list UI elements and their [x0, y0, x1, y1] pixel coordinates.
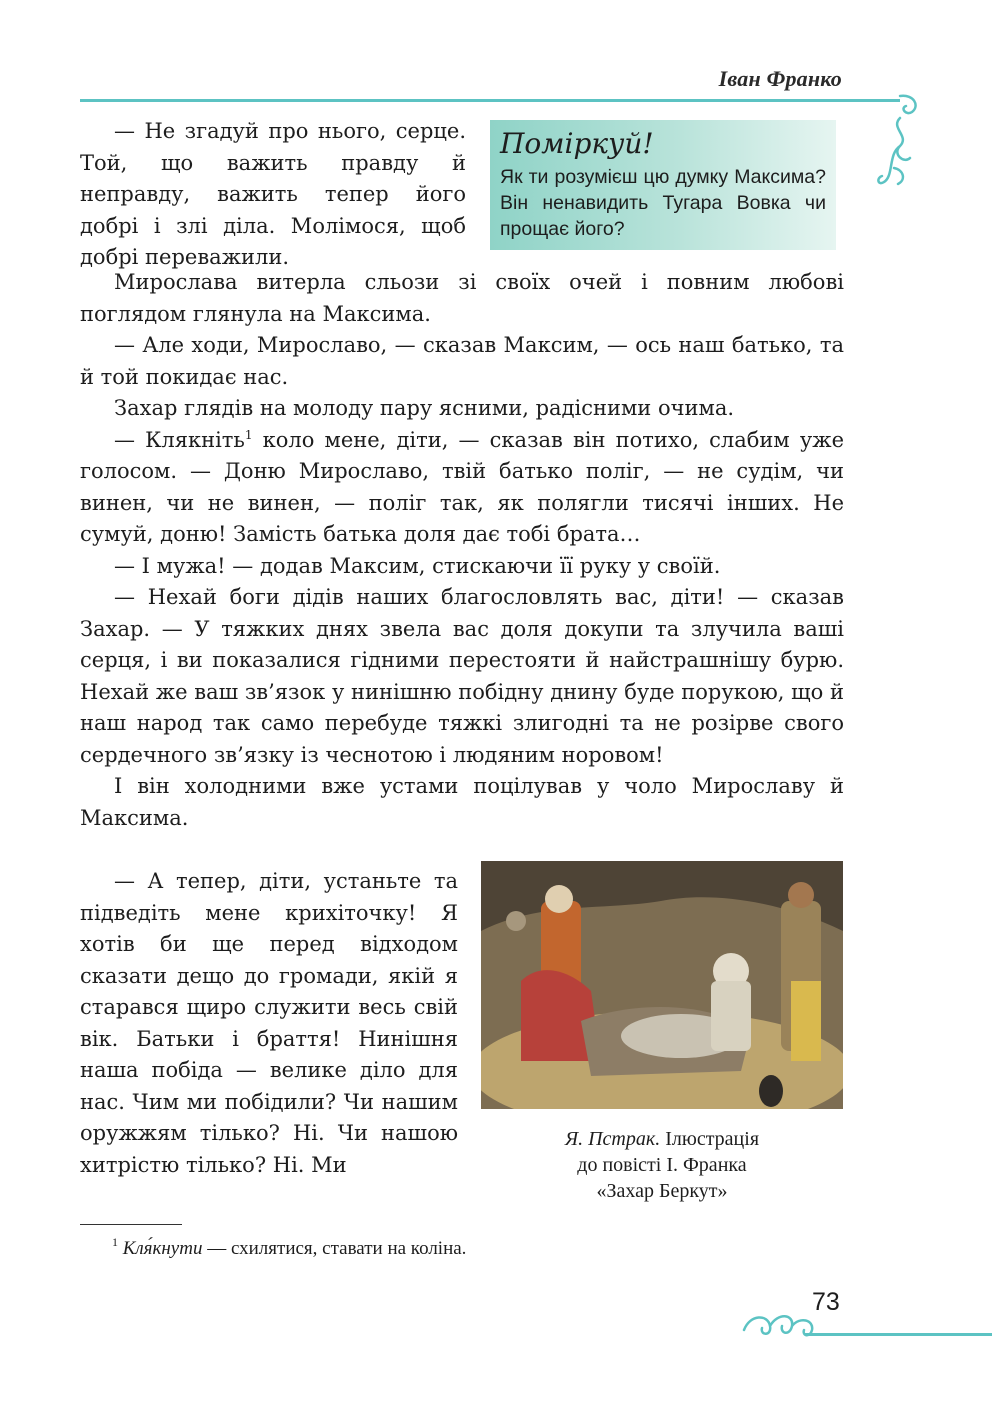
paragraph: Мирослава витерла сльози зі своїх очей і повним любові поглядом глянула на Максима.: [80, 270, 844, 326]
caption-line-1: [481, 1126, 843, 1152]
caption-author: Я. Пстрак.: [564, 1128, 661, 1150]
think-box-title: Поміркуй!: [500, 127, 654, 160]
paragraph: — Нехай боги дідів наших благословлять вас, діти! — сказав Захар. — У тяжких днях звела вас доля докупи та злучила ваші серця, і ви показалися гідними перестояти й найстрашнішу бурю. Нехай же ваш зв’язок у нинішню побідну днину буде порукою, що й наш народ так само перебуде тяжкі злигодні та не розірве свого сердечного зв’язку із чеснотою і людяним норовом!: [80, 585, 844, 767]
illustration-image: [481, 861, 843, 1109]
paragraph-text: коло мене, діти, — сказав він потихо, слабим уже голосом. — Доню Мирославо, твій батько поліг, — не судім, чи винен, чи не винен, — поліг так, як полягли тисячі інших. Не сумуй, доню! Замість батька доля дає тобі брата…: [80, 427, 844, 546]
swirl-ornament-icon: [870, 88, 930, 198]
footer-rule: [805, 1333, 992, 1336]
paragraph: — А тепер, діти, устаньте та підведіть мене крихіточку! Я хотів би ще перед відходом сказати дещо до громади, якій я старався щиро служити весь свій вік. Батьки і браття! Нинішня наша побіда — велике діло для нас. Чим ми побідили? Чи нашим оружжям тілько? Ні. Чи нашою хитрістю тілько? Ні. Ми: [80, 869, 458, 1177]
caption-text: Ілюстрація: [665, 1128, 760, 1150]
paragraph-with-footnote: [80, 425, 844, 551]
footnote-rule: [80, 1224, 182, 1225]
page-number: 73: [812, 1288, 840, 1316]
text-block-main: [80, 267, 844, 834]
paragraph: — Але ходи, Мирославо, — сказав Максим, — ось наш батько, та й той покидає нас.: [80, 333, 844, 389]
illustration-caption: [481, 1126, 843, 1204]
header-author: Іван Франко: [718, 66, 842, 91]
paragraph: — Не згадуй про нього, серце. Той, що важить правду й неправду, важить тепер його добрі і злі діла. Молімося, щоб добрі переважили.: [80, 119, 466, 269]
caption-line-3: «Захар Беркут»: [596, 1180, 728, 1202]
paragraph: І він холодними вже устами поцілував у чоло Мирославу й Максима.: [80, 774, 844, 830]
footnote-reference: 1: [244, 427, 253, 442]
paragraph: — І мужа! — додав Максим, стискаючи її руку у своїй.: [114, 553, 721, 578]
footnote-definition: — схилятися, ставати на коліна.: [207, 1238, 467, 1259]
footnote-mark: 1: [112, 1235, 118, 1249]
footnote: [112, 1236, 466, 1262]
text-block-bottom: [80, 866, 458, 1181]
think-box-body: Як ти розумієш цю думку Максима? Він ненавидить Тугара Вовка чи прощає його?: [500, 166, 826, 240]
footnote-term: Кля́кнути: [122, 1238, 203, 1259]
header-rule: [80, 99, 900, 102]
caption-line-2: до повісті І. Франка: [577, 1154, 747, 1176]
think-box: [490, 120, 836, 250]
footnoted-word: — Клякніть: [114, 427, 245, 452]
text-block-top: [80, 116, 466, 274]
paragraph: Захар глядів на молоду пару ясними, радісними очима.: [114, 396, 735, 420]
